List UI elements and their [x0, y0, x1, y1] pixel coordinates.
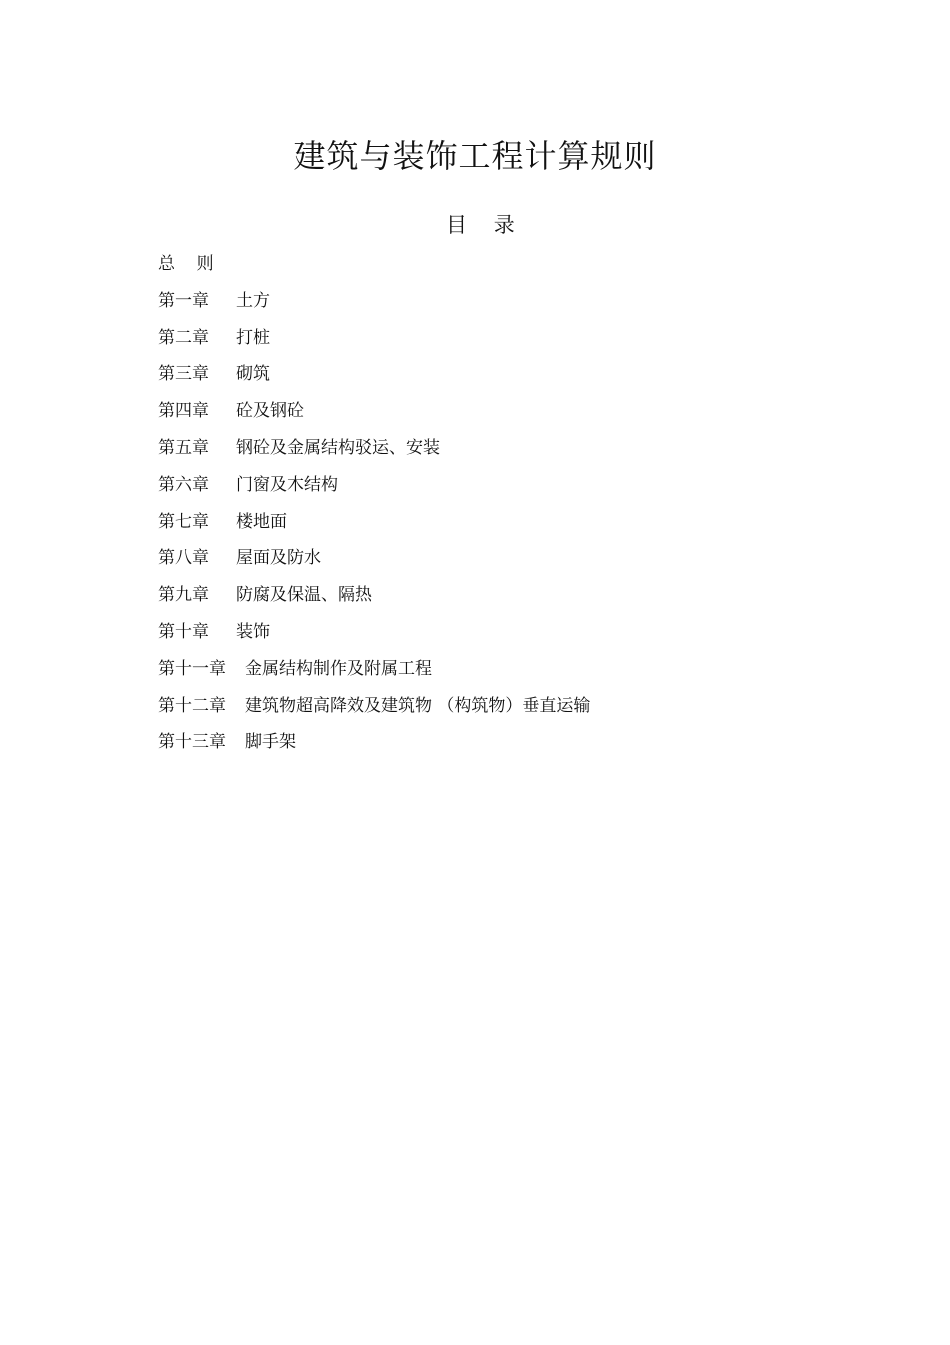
toc-item-chapter-2 [158, 320, 590, 357]
toc-chapter-label: 第六章 [158, 474, 209, 495]
toc-item-chapter-1 [158, 283, 590, 320]
toc-chapter-label: 第七章 [158, 511, 209, 532]
toc-chapter-name: 打桩 [236, 327, 270, 348]
toc-item-general [158, 246, 590, 283]
toc-chapter-label: 第二章 [158, 327, 209, 348]
toc-item-chapter-12 [158, 688, 590, 725]
toc-chapter-label: 第八章 [158, 548, 209, 569]
toc-chapter-label: 第十章 [158, 621, 209, 642]
toc-item-chapter-6 [158, 467, 590, 504]
toc-chapter-name: 砼及钢砼 [236, 401, 304, 422]
toc-item-chapter-13 [158, 724, 590, 761]
toc-chapter-name: 金属结构制作及附属工程 [245, 658, 432, 679]
toc-chapter-name: 防腐及保温、隔热 [236, 585, 372, 606]
toc-chapter-label: 第十一章 [158, 658, 226, 679]
toc-item-chapter-7 [158, 504, 590, 541]
toc-chapter-name: 土方 [236, 290, 270, 311]
toc-chapter-name: 装饰 [236, 621, 270, 642]
toc-chapter-label: 第四章 [158, 401, 209, 422]
table-of-contents [158, 246, 590, 761]
toc-item-chapter-10 [158, 614, 590, 651]
toc-chapter-name: 钢砼及金属结构驳运、安装 [236, 437, 440, 458]
toc-chapter-name: 屋面及防水 [236, 548, 321, 569]
toc-item-chapter-3 [158, 356, 590, 393]
toc-chapter-name: 脚手架 [245, 732, 296, 753]
toc-chapter-name: 砌筑 [236, 364, 270, 385]
toc-chapter-label: 第十三章 [158, 732, 226, 753]
toc-item-chapter-4 [158, 393, 590, 430]
toc-chapter-name: 楼地面 [236, 511, 287, 532]
toc-chapter-label: 第三章 [158, 364, 209, 385]
toc-chapter-label: 第十二章 [158, 695, 226, 716]
toc-item-chapter-5 [158, 430, 590, 467]
toc-chapter-label: 总 则 [158, 254, 214, 274]
toc-item-chapter-11 [158, 651, 590, 688]
toc-item-chapter-9 [158, 577, 590, 614]
toc-chapter-label: 第一章 [158, 290, 209, 311]
toc-chapter-label: 第五章 [158, 437, 209, 458]
toc-chapter-name: 门窗及木结构 [236, 474, 338, 495]
toc-heading: 目 录 [446, 213, 515, 237]
document-title: 建筑与装饰工程计算规则 [293, 137, 657, 175]
toc-chapter-label: 第九章 [158, 585, 209, 606]
toc-item-chapter-8 [158, 540, 590, 577]
toc-chapter-name: 建筑物超高降效及建筑物 （构筑物）垂直运输 [245, 695, 591, 716]
